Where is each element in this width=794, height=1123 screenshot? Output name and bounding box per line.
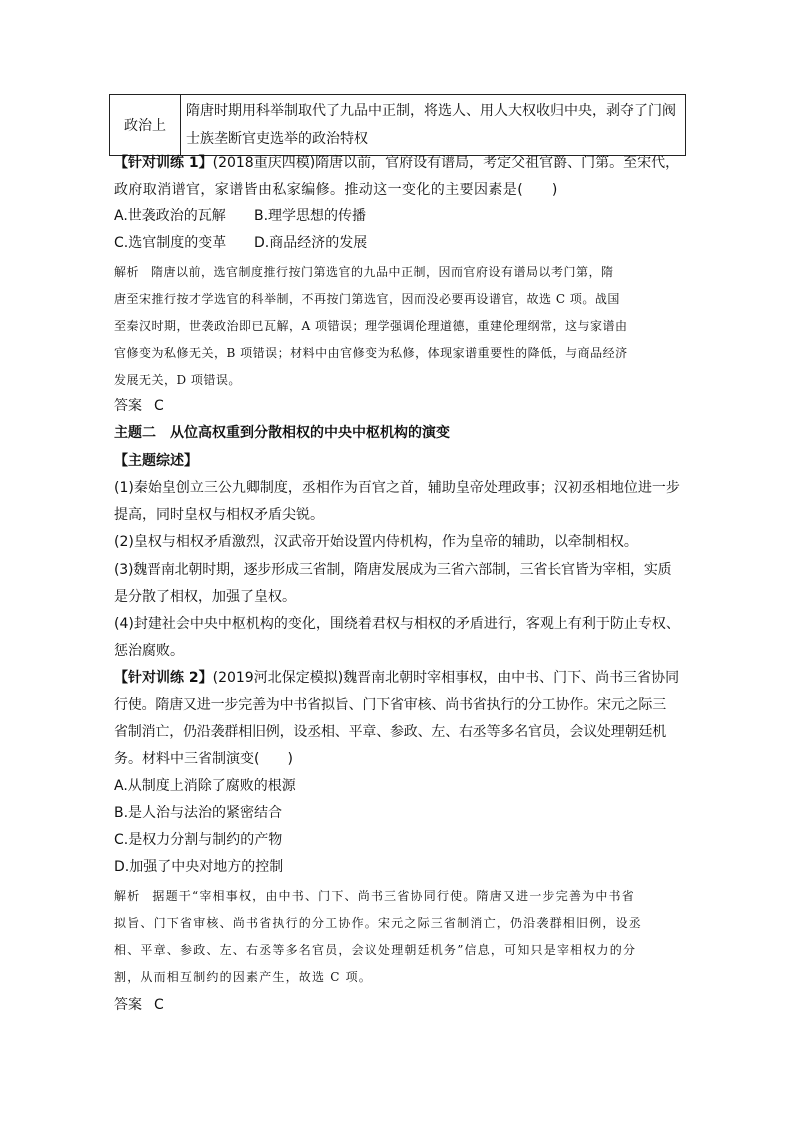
option-d: D.加强了中央对地方的控制 bbox=[114, 859, 284, 875]
exercise1-analysis-line bbox=[114, 262, 614, 282]
exercise2-stem-line bbox=[114, 668, 679, 688]
option-c: C.选官制度的变革 bbox=[114, 235, 227, 251]
answer-label: 答案 bbox=[114, 398, 142, 414]
overview-paragraph-line: 惩治腐败。 bbox=[114, 643, 184, 659]
exercise1-options-row-2 bbox=[114, 233, 368, 253]
description-cell bbox=[181, 95, 686, 156]
exercise1-options-row-1 bbox=[114, 206, 367, 226]
table-row bbox=[110, 95, 686, 156]
exercise2-analysis-line bbox=[114, 886, 635, 906]
exercise2-stem-line: 务。材料中三省制演变( ) bbox=[114, 751, 293, 767]
overview-paragraph-line: (2)皇权与相权矛盾激烈，汉武帝开始设置内侍机构，作为皇帝的辅助，以牵制相权。 bbox=[114, 534, 638, 550]
answer-value: C bbox=[154, 997, 164, 1013]
option-b: B.理学思想的传播 bbox=[254, 208, 367, 224]
overview-paragraph-line: (1)秦始皇创立三公九卿制度，丞相作为百官之首，辅助皇帝处理政事；汉初丞相地位进一步 bbox=[114, 480, 680, 496]
exercise1-stem-line: 政府取消谱官，家谱皆由私家编修。推动这一变化的主要因素是( ) bbox=[114, 182, 558, 198]
summary-table bbox=[109, 94, 686, 156]
overview-paragraph-line: 提高，同时皇权与相权矛盾尖锐。 bbox=[114, 507, 324, 523]
exercise1-analysis-line: 发展无关，D 项错误。 bbox=[114, 373, 241, 387]
exercise2-stem-text: 魏晋南北朝时宰相事权，由中书、门下、尚书三省协同 bbox=[343, 670, 680, 686]
exercise2-analysis-line: 割，从而相互制约的因素产生，故选 C 项。 bbox=[114, 970, 373, 984]
exercise1-analysis-line: 至秦汉时期，世袭政治即已瓦解，A 项错误；理学强调伦理道德，重建伦理纲常，这与家谱由 bbox=[114, 319, 628, 333]
answer-label: 答案 bbox=[114, 997, 142, 1013]
exercise1-answer bbox=[114, 396, 164, 416]
exercise2-stem-line: 省制消亡，仍沿袭群相旧例，设丞相、平章、参政、左、右丞等多名官员，会议处理朝廷机 bbox=[114, 724, 666, 740]
exercise1-stem-line bbox=[114, 153, 679, 173]
description-line: 士族垄断官吏选举的政治特权 bbox=[186, 131, 368, 147]
exercise1-stem-text: 隋唐以前，官府设有谱局，考定父祖官爵、门第。至宋代， bbox=[315, 155, 680, 171]
option-b: B.是人治与法治的紧密结合 bbox=[114, 805, 283, 821]
analysis-label: 解析 bbox=[114, 889, 141, 903]
theme-overview-label: 【主题综述】 bbox=[114, 453, 198, 469]
theme2-title: 主题二 从位高权重到分散相权的中央中枢机构的演变 bbox=[114, 425, 450, 441]
category-cell: 政治上 bbox=[110, 95, 181, 156]
overview-paragraph-line: (3)魏晋南北朝时期，逐步形成三省制，隋唐发展成为三省六部制，三省长官皆为宰相，实质 bbox=[114, 562, 672, 578]
answer-value: C bbox=[154, 398, 164, 414]
exercise2-answer bbox=[114, 995, 164, 1015]
exercise2-stem-line: 行使。隋唐又进一步完善为中书省拟旨、门下省审核、尚书省执行的分工协作。宋元之际三 bbox=[114, 697, 666, 713]
overview-paragraph-line: (4)封建社会中央中枢机构的变化，围绕着君权与相权的矛盾进行，客观上有利于防止专权、 bbox=[114, 616, 680, 632]
exercise2-source: (2019河北保定模拟) bbox=[212, 670, 344, 686]
option-c: C.是权力分割与制约的产物 bbox=[114, 832, 283, 848]
option-d: D.商品经济的发展 bbox=[254, 235, 368, 251]
analysis-label: 解析 bbox=[114, 265, 140, 279]
option-a: A.世袭政治的瓦解 bbox=[114, 208, 226, 224]
overview-paragraph-line: 是分散了相权，加强了皇权。 bbox=[114, 589, 296, 605]
option-a: A.从制度上消除了腐败的根源 bbox=[114, 778, 296, 794]
description-line: 隋唐时期用科举制取代了九品中正制，将选人、用人大权收归中央，剥夺了门阀 bbox=[186, 103, 676, 119]
exercise2-analysis-line: 拟旨、门下省审核、尚书省执行的分工协作。宋元之际三省制消亡，仍沿袭群相旧例，设丞 bbox=[114, 916, 643, 930]
exercise1-analysis-line: 唐至宋推行按才学选官的科举制，不再按门第选官，因而没必要再设谱官，故选 C 项。战国 bbox=[114, 292, 620, 306]
analysis-text: 隋唐以前，选官制度推行按门第选官的九品中正制，因而官府设有谱局以考门第，隋 bbox=[151, 265, 614, 279]
analysis-text: 据题干“宰相事权，由中书、门下、尚书三省协同行使。隋唐又进一步完善为中书省 bbox=[152, 889, 635, 903]
exercise1-source: (2018重庆四模) bbox=[212, 155, 316, 171]
exercise2-tag: 【针对训练 2】 bbox=[114, 670, 213, 686]
exercise2-analysis-line: 相、平章、参政、左、右丞等多名官员，会议处理朝廷机务”信息，可知只是宰相权力的分 bbox=[114, 943, 637, 957]
exercise1-tag: 【针对训练 1】 bbox=[114, 155, 213, 171]
exercise1-analysis-line: 官修变为私修无关，B 项错误；材料中由官修变为私修，体现家谱重要性的降低，与商品经济 bbox=[114, 346, 628, 360]
